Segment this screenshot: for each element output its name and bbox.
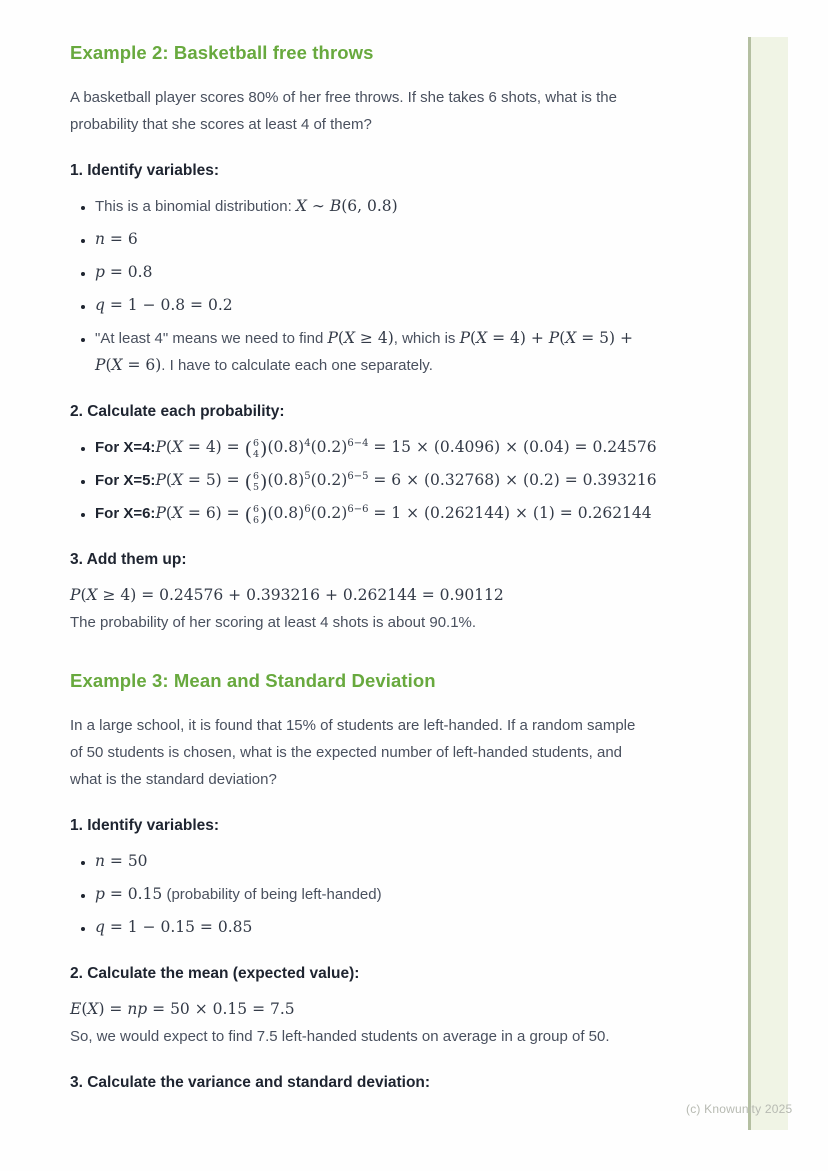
math-expression: E(X) = np = 50 × 0.15 = 7.5 — [70, 1000, 295, 1018]
list-item — [95, 881, 642, 908]
math-expression: p = 0.15 — [95, 885, 163, 903]
bullet-label: For X=5: — [95, 472, 156, 489]
list-item — [95, 848, 642, 875]
bullet-text: . I have to calculate each one separately. — [161, 357, 433, 374]
example2-intro: A basketball player scores 80% of her free throws. If she takes 6 shots, what is the probability that she scores at least 4 of them? — [70, 89, 617, 133]
list-item — [95, 467, 657, 494]
list-item — [95, 259, 642, 286]
math-expression: X ∼ B(6, 0.8) — [295, 197, 398, 215]
ex3-mean-formula — [70, 996, 642, 1023]
ex2-conclusion: The probability of her scoring at least 4 shots is about 90.1%. — [70, 614, 477, 631]
list-item — [95, 434, 657, 461]
list-item — [95, 914, 642, 941]
ex3-mean-conclusion: So, we would expect to find 7.5 left-handed students on average in a group of 50. — [70, 1028, 610, 1045]
bullet-text: , which is — [393, 330, 460, 347]
math-expression: q = 1 − 0.8 = 0.2 — [95, 296, 233, 314]
ex2-variables-list — [70, 193, 642, 379]
ex2-step2-heading: 2. Calculate each probability: — [70, 403, 285, 420]
ex3-variables-list — [70, 848, 642, 941]
ex2-step3-heading: 3. Add them up: — [70, 551, 187, 568]
math-expression: n = 50 — [95, 852, 148, 870]
bullet-label: For X=4: — [95, 439, 156, 456]
ex2-step1-heading: 1. Identify variables: — [70, 162, 220, 179]
page-edge-strip — [748, 37, 788, 1130]
math-expression: P(X = 4) = ( 6 4 ) (0.8)4(0.2)6−4 = 15 × (0.4096) × (0.04) = 0.24576 — [155, 437, 657, 460]
ex3-step2-heading: 2. Calculate the mean (expected value): — [70, 965, 360, 982]
ex3-step1-heading: 1. Identify variables: — [70, 817, 220, 834]
math-expression: q = 1 − 0.15 = 0.85 — [95, 918, 253, 936]
math-expression: n = 6 — [95, 230, 138, 248]
list-item — [95, 500, 652, 527]
list-item — [95, 226, 642, 253]
example2-heading: Example 2: Basketball free throws — [70, 42, 374, 63]
list-item — [95, 193, 642, 220]
math-expression: P(X ≥ 4) — [327, 329, 394, 347]
math-expression: P(X ≥ 4) = 0.24576 + 0.393216 + 0.262144 = 0.90112 — [70, 586, 504, 604]
watermark: (c) Knowunity 2025 — [686, 1102, 793, 1116]
math-expression: p = 0.8 — [95, 263, 153, 281]
bullet-text: This is a binomial distribution: — [95, 198, 296, 215]
math-expression: P(X = 5) = ( 6 5 ) (0.8)5(0.2)6−5 = 6 × (0.32768) × (0.2) = 0.393216 — [155, 470, 657, 493]
bullet-text: (probability of being left-handed) — [162, 886, 382, 903]
list-item — [95, 292, 642, 319]
ex2-sum-formula — [70, 582, 642, 609]
math-expression: P(X = 6) = ( 6 6 ) (0.8)6(0.2)6−6 = 1 × (0.262144) × (1) = 0.262144 — [155, 503, 652, 526]
bullet-label: For X=6: — [95, 505, 156, 522]
example3-heading: Example 3: Mean and Standard Deviation — [70, 670, 436, 691]
ex2-calculation-list — [70, 434, 657, 527]
math-expression: P(X = 4) + P(X = 5) + P(X = 6) — [95, 329, 633, 374]
example3-intro: In a large school, it is found that 15% of students are left-handed. If a random sample of 50 students is chosen, what is the expected number of left-handed students, and what is the standard deviation? — [70, 717, 636, 788]
list-item — [95, 325, 642, 379]
bullet-text: "At least 4" means we need to find — [95, 330, 328, 347]
document-content — [70, 42, 657, 1105]
ex3-step3-heading: 3. Calculate the variance and standard deviation: — [70, 1074, 431, 1091]
